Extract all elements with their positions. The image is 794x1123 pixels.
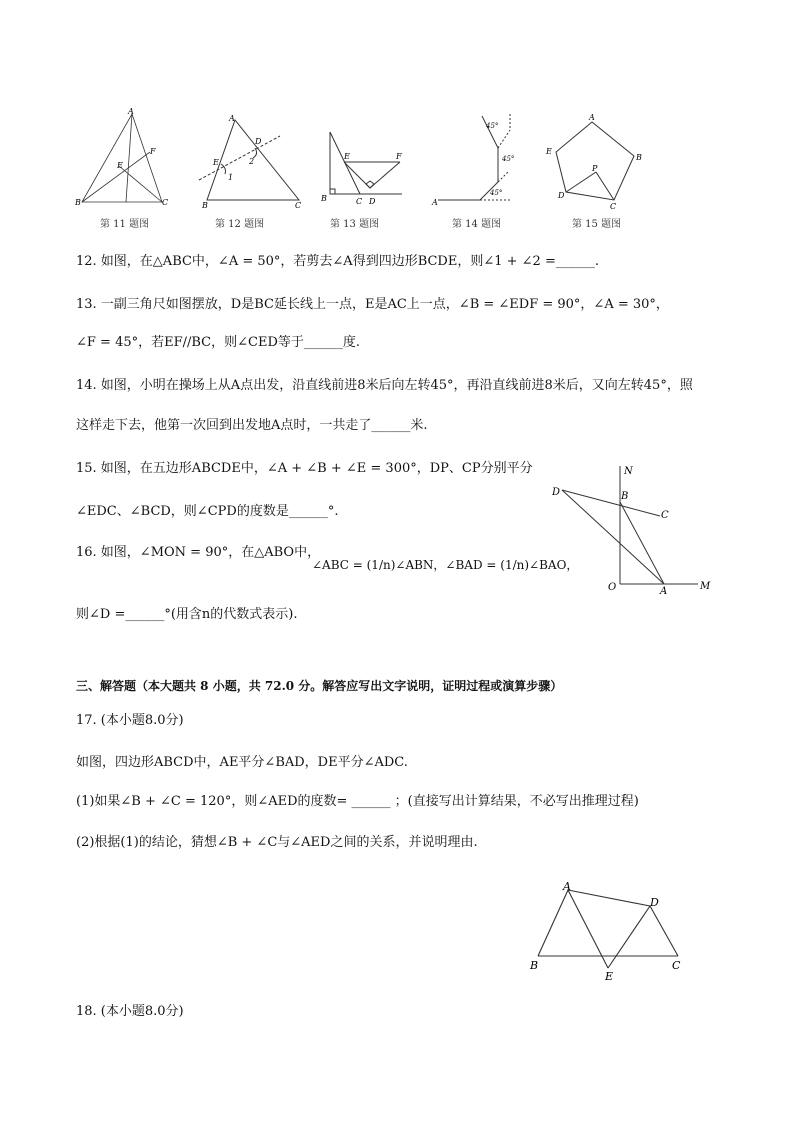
- question-17-title: 17. (本小题8.0分): [76, 713, 184, 728]
- f11-label-f: F: [150, 147, 156, 156]
- question-16-line1a: 16. 如图，∠MON = 90°，在△ABO中，: [76, 545, 321, 560]
- question-17-line3: (2)根据(1)的结论，猜想∠B + ∠C与∠AED之间的关系，并说明理由.: [76, 835, 478, 850]
- question-16-line1b: ∠ABC = (1/n)∠ABN，∠BAD = (1/n)∠BAO，: [312, 558, 579, 572]
- caption-13: 第 13 题图: [330, 219, 380, 230]
- f12-label-2: 2: [249, 157, 255, 166]
- question-14-line2: 这样走下去，他第一次回到出发地A点时，一共走了______米.: [76, 418, 428, 433]
- f11-label-a: A: [128, 108, 134, 116]
- f11-label-c: C: [162, 198, 169, 207]
- f17-label-d: D: [650, 896, 659, 909]
- f13-label-b: B: [321, 194, 327, 203]
- f14-angle-1: 45°: [486, 122, 499, 130]
- f11-label-b: B: [75, 198, 81, 207]
- caption-12: 第 12 题图: [215, 219, 265, 230]
- caption-11: 第 11 题图: [100, 219, 150, 230]
- question-17-line1: 如图，四边形ABCD中，AE平分∠BAD，DE平分∠ADC.: [76, 755, 408, 770]
- f16-label-m: M: [700, 581, 711, 592]
- question-15-line1: 15. 如图，在五边形ABCDE中，∠A + ∠B + ∠E = 300°，DP、CP分别平分: [76, 461, 533, 476]
- f15-label-e: E: [546, 147, 552, 156]
- f14-angle-2: 45°: [502, 155, 515, 163]
- f12-label-a: A: [229, 114, 235, 123]
- figure-17: [526, 878, 696, 988]
- f15-label-c: C: [610, 202, 617, 210]
- f13-label-d: D: [369, 197, 376, 206]
- question-12: 12. 如图，在△ABC中，∠A = 50°，若剪去∠A得到四边形BCDE，则∠1 + ∠2 =______.: [76, 254, 599, 269]
- figure-12: [195, 112, 305, 208]
- f16-label-d: D: [552, 487, 561, 498]
- f16-label-n: N: [624, 466, 633, 477]
- f15-label-a: A: [589, 113, 595, 122]
- question-16-line2: 则∠D =______°(用含n的代数式表示).: [76, 607, 298, 622]
- f16-label-o: O: [608, 582, 617, 593]
- f17-label-b: B: [530, 959, 539, 972]
- f12-label-1: 1: [228, 173, 234, 182]
- question-18-title: 18. (本小题8.0分): [76, 1004, 184, 1019]
- question-14-line1: 14. 如图，小明在操场上从A点出发，沿直线前进8米后向左转45°，再沿直线前进8米后，又向左转45°，照: [76, 378, 693, 393]
- f15-label-d: D: [558, 191, 565, 200]
- f14-label-a: A: [432, 198, 438, 207]
- figure-13: [318, 126, 410, 208]
- f13-label-f: F: [396, 152, 402, 161]
- f16-label-b: B: [621, 491, 629, 502]
- f13-label-c: C: [356, 197, 363, 206]
- figure-11: [72, 108, 172, 208]
- question-13-line1: 13. 一副三角尺如图摆放，D是BC延长线上一点，E是AC上一点，∠B = ∠EDF = 90°，∠A = 30°，: [76, 297, 669, 312]
- f16-label-a: A: [660, 586, 668, 597]
- figure-14: [430, 112, 530, 208]
- f12-label-b: B: [202, 201, 208, 208]
- f11-label-e: E: [117, 161, 123, 170]
- section-3-header: 三、解答题（本大题共 8 小题，共 72.0 分。解答应写出文字说明，证明过程或演算步骤）: [76, 679, 563, 693]
- f12-label-e: E: [213, 158, 219, 167]
- question-17-line2: (1)如果∠B + ∠C = 120°，则∠AED的度数= ______ ；(直接写出计算结果，不必写出推理过程): [76, 794, 639, 809]
- f16-label-c: C: [661, 510, 669, 521]
- caption-15: 第 15 题图: [572, 219, 622, 230]
- f15-label-p: P: [592, 164, 598, 173]
- question-15-line2: ∠EDC、∠BCD，则∠CPD的度数是______°.: [76, 504, 339, 519]
- f14-angle-3: 45°: [490, 189, 503, 197]
- figure-16: [548, 462, 718, 598]
- question-13-line2: ∠F = 45°，若EF//BC，则∠CED等于______度.: [76, 335, 361, 350]
- f12-label-d: D: [255, 137, 262, 146]
- f13-label-e: E: [344, 152, 350, 161]
- f17-label-e: E: [605, 970, 614, 983]
- figure-15: [542, 110, 652, 210]
- f17-label-c: C: [672, 959, 681, 972]
- f15-label-b: B: [636, 153, 642, 162]
- f12-label-c: C: [295, 201, 302, 208]
- caption-14: 第 14 题图: [452, 219, 502, 230]
- f17-label-a: A: [563, 880, 571, 893]
